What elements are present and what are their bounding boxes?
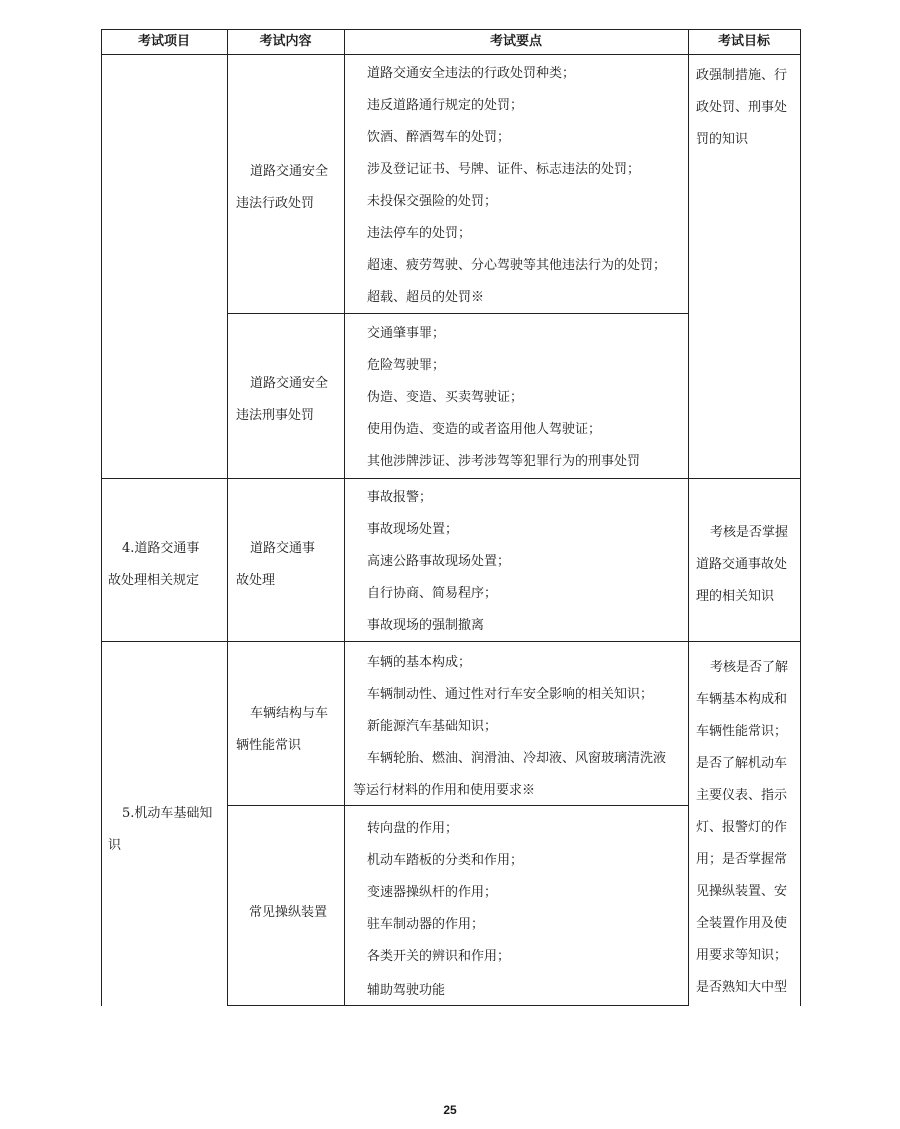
item-cell: 识 bbox=[108, 838, 122, 853]
point-item: 事故现场的强制撤离 bbox=[367, 618, 485, 633]
row-divider bbox=[227, 1005, 688, 1006]
point-item: 交通肇事罪； bbox=[367, 326, 446, 341]
target-cell: 车辆基本构成和 bbox=[696, 692, 788, 707]
content-cell: 故处理 bbox=[236, 573, 276, 588]
column-rule bbox=[344, 29, 345, 1006]
target-cell: 是否熟知大中型 bbox=[696, 980, 788, 995]
header-bottom-rule bbox=[101, 54, 800, 55]
point-item: 违法停车的处罚； bbox=[367, 226, 472, 241]
row-divider bbox=[101, 641, 800, 642]
point-item: 车辆制动性、通过性对行车安全影响的相关知识； bbox=[367, 687, 654, 702]
target-cell: 理的相关知识 bbox=[696, 589, 775, 604]
point-item: 事故现场处置； bbox=[367, 522, 459, 537]
point-item: 高速公路事故现场处置； bbox=[367, 554, 511, 569]
point-item: 未投保交强险的处罚； bbox=[367, 194, 498, 209]
point-item: 车辆的基本构成； bbox=[367, 655, 472, 670]
target-cell: 见操纵装置、安 bbox=[696, 884, 788, 899]
target-cell: 道路交通事故处 bbox=[696, 557, 788, 572]
content-cell: 道路交通事 bbox=[250, 541, 316, 556]
content-cell: 常见操纵装置 bbox=[249, 905, 328, 920]
target-cell: 全装置作用及使 bbox=[696, 916, 788, 931]
point-item: 等运行材料的作用和使用要求※ bbox=[353, 783, 536, 798]
point-item: 转向盘的作用； bbox=[367, 821, 459, 836]
header-points: 考试要点 bbox=[489, 34, 542, 49]
point-item: 伪造、变造、买卖驾驶证； bbox=[367, 390, 524, 405]
item-cell: 5.机动车基础知 bbox=[122, 806, 213, 821]
target-cell: 是否了解机动车 bbox=[696, 756, 788, 771]
point-item: 车辆轮胎、燃油、润滑油、冷却液、风窗玻璃清洗液 bbox=[367, 751, 667, 766]
target-cell: 用；是否掌握常 bbox=[696, 852, 788, 867]
point-item: 新能源汽车基础知识； bbox=[367, 719, 498, 734]
point-item: 自行协商、简易程序； bbox=[367, 586, 498, 601]
item-cell: 4.道路交通事 bbox=[122, 541, 200, 556]
content-cell: 辆性能常识 bbox=[236, 738, 302, 753]
table-border-top bbox=[101, 29, 800, 30]
column-rule bbox=[227, 29, 228, 1006]
header-target: 考试目标 bbox=[717, 34, 770, 49]
item-cell: 故处理相关规定 bbox=[108, 573, 200, 588]
point-item: 机动车踏板的分类和作用； bbox=[367, 853, 524, 868]
target-cell: 车辆性能常识； bbox=[696, 724, 788, 739]
page-number: 25 bbox=[443, 1103, 457, 1117]
content-cell: 违法刑事处罚 bbox=[236, 408, 315, 423]
target-cell: 考核是否了解 bbox=[710, 660, 789, 675]
point-item: 超速、疲劳驾驶、分心驾驶等其他违法行为的处罚； bbox=[367, 258, 667, 273]
point-item: 辅助驾驶功能 bbox=[367, 983, 446, 998]
point-item: 涉及登记证书、号牌、证件、标志违法的处罚； bbox=[367, 162, 641, 177]
content-cell: 道路交通安全 bbox=[250, 164, 329, 179]
content-cell: 道路交通安全 bbox=[250, 376, 329, 391]
target-cell: 政强制措施、行 bbox=[696, 68, 788, 83]
point-item: 事故报警； bbox=[367, 490, 433, 505]
content-cell: 违法行政处罚 bbox=[236, 196, 315, 211]
target-cell: 主要仪表、指示 bbox=[696, 788, 788, 803]
point-item: 各类开关的辨识和作用； bbox=[367, 949, 511, 964]
target-cell: 用要求等知识； bbox=[696, 948, 788, 963]
target-cell: 政处罚、刑事处 bbox=[696, 100, 788, 115]
row-divider bbox=[227, 313, 688, 314]
point-item: 变速器操纵杆的作用； bbox=[367, 885, 498, 900]
column-rule bbox=[800, 29, 801, 1006]
point-item: 其他涉牌涉证、涉考涉驾等犯罪行为的刑事处罚 bbox=[367, 454, 641, 469]
header-content: 考试内容 bbox=[259, 34, 312, 49]
header-item: 考试项目 bbox=[137, 34, 190, 49]
target-cell: 考核是否掌握 bbox=[710, 525, 789, 540]
target-cell: 灯、报警灯的作 bbox=[696, 820, 788, 835]
content-cell: 车辆结构与车 bbox=[250, 706, 329, 721]
target-cell: 罚的知识 bbox=[696, 132, 749, 147]
point-item: 使用伪造、变造的或者盗用他人驾驶证； bbox=[367, 422, 602, 437]
column-rule bbox=[101, 29, 102, 1006]
point-item: 超载、超员的处罚※ bbox=[367, 290, 485, 305]
point-item: 违反道路通行规定的处罚； bbox=[367, 98, 524, 113]
row-divider bbox=[101, 478, 800, 479]
point-item: 驻车制动器的作用； bbox=[367, 917, 485, 932]
point-item: 道路交通安全违法的行政处罚种类； bbox=[367, 66, 576, 81]
column-rule bbox=[688, 29, 689, 1006]
row-divider bbox=[227, 805, 688, 806]
point-item: 饮酒、醉酒驾车的处罚； bbox=[367, 130, 511, 145]
point-item: 危险驾驶罪； bbox=[367, 358, 446, 373]
